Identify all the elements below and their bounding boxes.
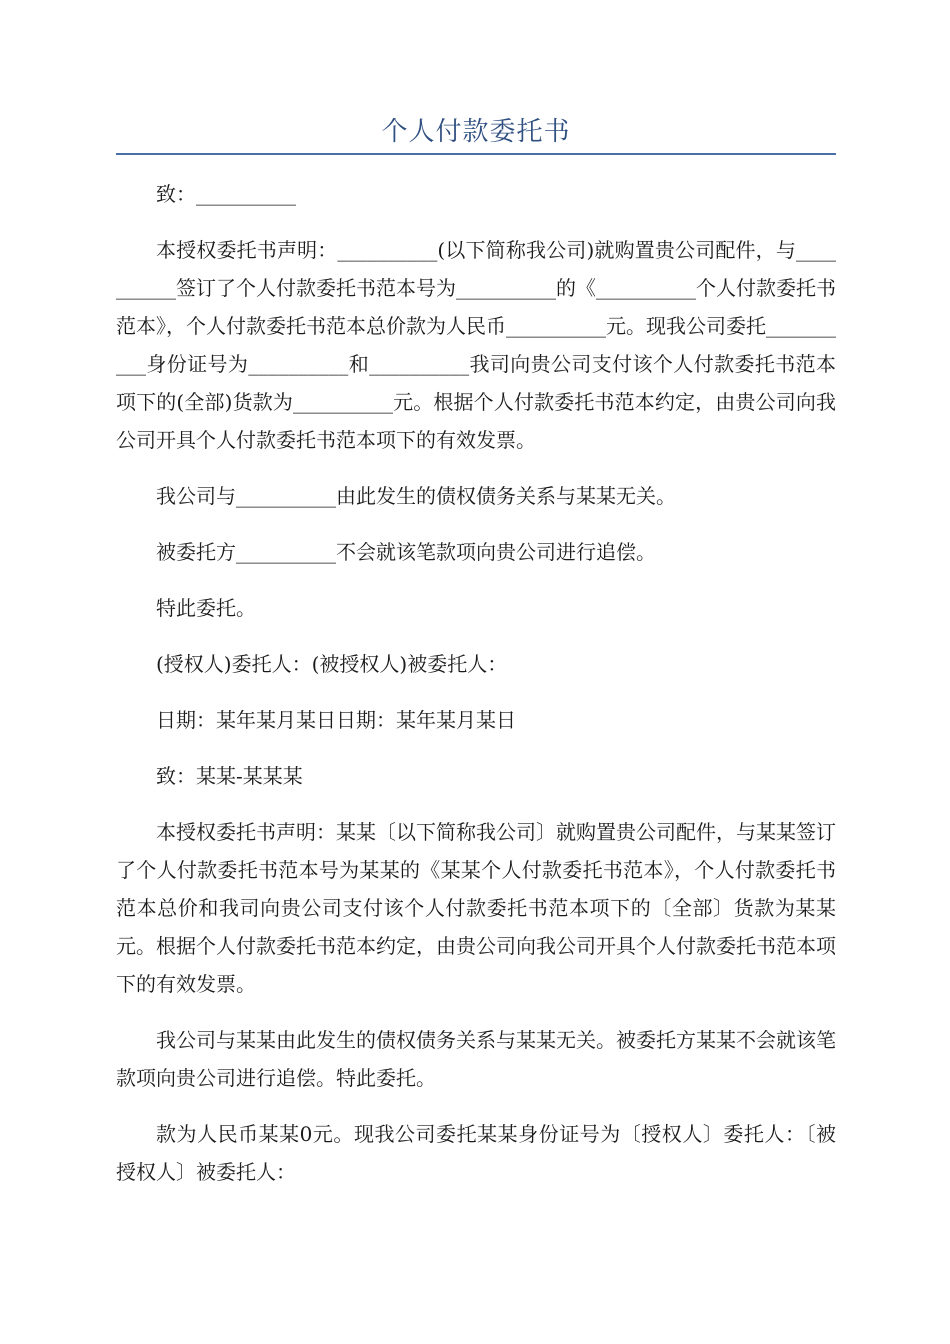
declaration-paragraph: 本授权委托书声明：__________(以下简称我公司)就购置贵公司配件，与__________签订了个人付款委托书范本号为__________的《__________个人付款委托书范本》，个人付款委托书范本总价款为人民币__________元。现我公司委托__________身份证号为__________和__________我司向贵公司支付该个人付款委托书范本项下的(全部)货款为__________元。根据个人付款委托书范本约定，由贵公司向我公司开具个人付款委托书范本项下的有效发票。 [116, 238, 836, 452]
title-underline [116, 153, 836, 155]
signature-line: (授权人)委托人：(被授权人)被委托人： [156, 652, 508, 676]
document-body [116, 175, 836, 1209]
sample-payment-paragraph: 款为人民币某某0元。现我公司委托某某身份证号为〔授权人〕委托人：〔被授权人〕被委托人： [116, 1122, 836, 1184]
addressee-line: 致：__________ [156, 182, 296, 206]
date-line: 日期：某年某月某日日期：某年某月某日 [156, 708, 516, 732]
document-title: 个人付款委托书 [381, 117, 571, 147]
closing-line: 特此委托。 [156, 596, 256, 620]
liability-paragraph: 我公司与__________由此发生的债权债务关系与某某无关。 [156, 484, 676, 508]
sample-liability-paragraph: 我公司与某某由此发生的债权债务关系与某某无关。被委托方某某不会就该笔款项向贵公司进行追偿。特此委托。 [116, 1028, 836, 1090]
no-recourse-paragraph: 被委托方__________不会就该笔款项向贵公司进行追偿。 [156, 540, 656, 564]
sample-addressee-line: 致：某某-某某某 [156, 764, 303, 788]
sample-declaration-paragraph: 本授权委托书声明：某某〔以下简称我公司〕就购置贵公司配件，与某某签订了个人付款委托书范本号为某某的《某某个人付款委托书范本》，个人付款委托书范本总价和我司向贵公司支付该个人付款委托书范本项下的〔全部〕货款为某某元。根据个人付款委托书范本约定，由贵公司向我公司开具个人付款委托书范本项下的有效发票。 [116, 820, 836, 996]
